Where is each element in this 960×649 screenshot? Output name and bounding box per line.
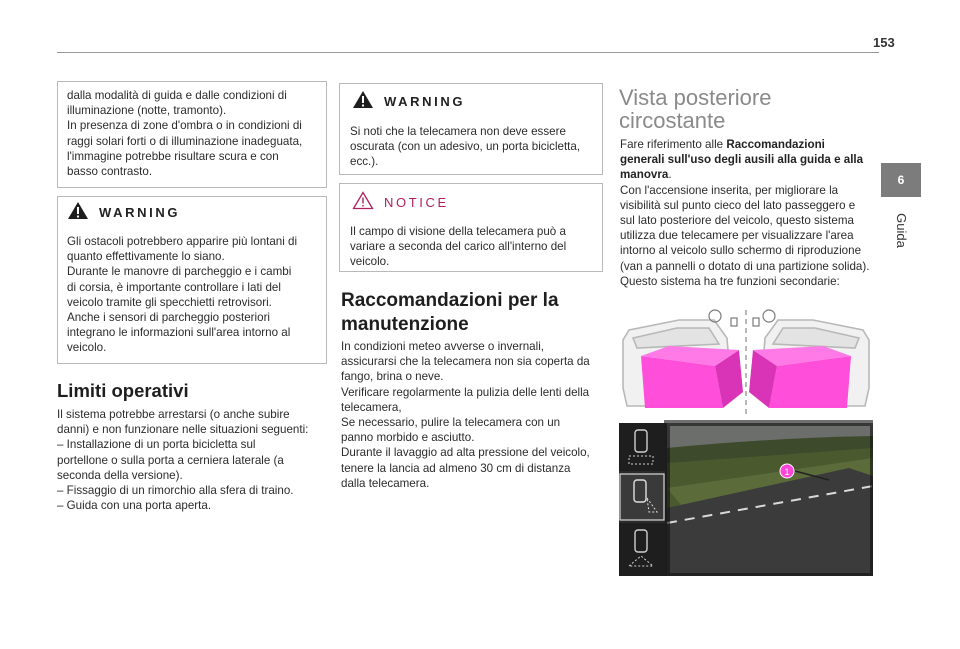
info-box-continued bbox=[57, 81, 327, 188]
warning-box bbox=[57, 196, 327, 364]
intro-link-part[interactable]: manovra bbox=[620, 168, 669, 182]
warning-title: WARNING bbox=[384, 94, 466, 109]
body-line: – Guida con una porta aperta. bbox=[57, 499, 212, 513]
warning-line: di corsia, è importante controllare i lati del bbox=[67, 280, 281, 294]
warning-line: integrano le informazioni sull'area intorno al bbox=[67, 326, 291, 340]
body-line: Questo sistema ha tre funzioni secondarie: bbox=[620, 274, 840, 288]
camera-views-illustration bbox=[619, 308, 873, 576]
limiti-body bbox=[57, 407, 332, 513]
body-line: tenere la lancia ad almeno 30 cm di distanza bbox=[341, 461, 571, 475]
body-line: utilizza due telecamere per visualizzare l'area bbox=[620, 229, 854, 243]
intro-paragraph bbox=[620, 137, 880, 289]
camera-views-svg bbox=[619, 308, 873, 576]
warning-line: quanto effettivamente lo siano. bbox=[67, 250, 225, 264]
intro-link-part[interactable]: Raccomandazioni bbox=[726, 138, 825, 151]
notice-box bbox=[339, 183, 603, 272]
body-line: (van a pannelli o dotato di una partizione solida). bbox=[620, 259, 870, 273]
body-line: Il sistema potrebbe arrestarsi (o anche subire bbox=[57, 408, 290, 421]
warning-line: veicolo. bbox=[67, 341, 107, 355]
notice-line: Il campo di visione della telecamera può a bbox=[350, 225, 566, 238]
info-line: l'immagine potrebbe risultare scura e con bbox=[67, 149, 279, 163]
section-title-manutenzione bbox=[341, 290, 559, 336]
page-number: 153 bbox=[873, 35, 895, 50]
warning-line: ecc.). bbox=[350, 155, 379, 169]
chapter-label bbox=[880, 201, 922, 259]
info-line: In presenza di zone d'ombra o in condizioni di bbox=[67, 119, 302, 133]
chapter-tab[interactable]: 6 bbox=[881, 163, 921, 197]
section-title-limiti: Limiti operativi bbox=[57, 380, 189, 401]
intro-suffix: . bbox=[668, 168, 672, 182]
warning-line: veicolo tramite gli specchietti retrovisori. bbox=[67, 295, 272, 309]
page-title-line: circostante bbox=[619, 108, 726, 133]
section-title-line: Raccomandazioni per la bbox=[341, 290, 559, 311]
body-line: – Fissaggio di un rimorchio alla sfera di traino. bbox=[57, 484, 294, 498]
body-line: seconda della versione). bbox=[57, 468, 183, 482]
body-line: Con l'accensione inserita, per migliorare la bbox=[620, 183, 839, 197]
notice-title: NOTICE bbox=[384, 195, 449, 210]
header-rule bbox=[57, 52, 879, 53]
intro-link-part[interactable]: generali sull'uso degli ausili alla guida e alla bbox=[620, 153, 864, 167]
section-title-line: manutenzione bbox=[341, 314, 469, 335]
body-line: danni) e non funzionare nelle situazioni seguenti: bbox=[57, 423, 309, 437]
info-line: raggi solari forti o di illuminazione inadeguata, bbox=[67, 134, 303, 148]
warning-line: Anche i sensori di parcheggio posteriori bbox=[67, 311, 271, 325]
info-line: basso contrasto. bbox=[67, 165, 153, 179]
notice-line: variare a seconda del carico all'interno del bbox=[350, 240, 567, 254]
body-line: sul lato posteriore del veicolo, questo sistema bbox=[620, 214, 854, 228]
warning-triangle-icon bbox=[67, 201, 89, 225]
body-line: fango, brina o neve. bbox=[341, 370, 444, 384]
body-line: intorno al veicolo sullo schermo di riproduzione bbox=[620, 244, 862, 258]
body-line: visibilità sul punto cieco del lato passeggero e bbox=[620, 198, 856, 212]
camera-volume-left bbox=[641, 346, 743, 408]
body-line: Verificare regolarmente la pulizia delle lenti della bbox=[341, 385, 590, 399]
info-line: dalla modalità di guida e dalle condizioni di bbox=[67, 89, 287, 102]
intro-prefix: Fare riferimento alle bbox=[620, 138, 727, 151]
body-line: Durante il lavaggio ad alta pressione del veicolo, bbox=[341, 446, 590, 460]
body-line: dalla telecamera. bbox=[341, 476, 430, 490]
rear-side-view-icon[interactable] bbox=[619, 523, 665, 576]
body-line: portellone o sulla porta a cerniera laterale (a bbox=[57, 453, 284, 467]
body-line: telecamera, bbox=[341, 400, 402, 414]
warning-line: Durante le manovre di parcheggio e i cambi bbox=[67, 265, 292, 279]
rear-view-icon[interactable] bbox=[619, 423, 665, 471]
body-line: Se necessario, pulire la telecamera con un bbox=[341, 416, 561, 430]
body-line: panno morbido e asciutto. bbox=[341, 431, 475, 445]
page-title bbox=[619, 86, 771, 132]
body-line: assicurarsi che la telecamera non sia coperta da bbox=[341, 355, 590, 369]
manutenzione-body bbox=[341, 339, 606, 491]
notice-triangle-icon bbox=[352, 191, 374, 215]
warning-triangle-icon bbox=[352, 90, 374, 114]
warning-line: Si noti che la telecamera non deve essere bbox=[350, 125, 566, 138]
page-title-line: Vista posteriore bbox=[619, 85, 772, 110]
chapter-label-text: Guida bbox=[893, 212, 909, 248]
warning-line: oscurata (con un adesivo, un porta bicicletta, bbox=[350, 140, 581, 154]
warning-title: WARNING bbox=[99, 205, 181, 220]
warning-line: Gli ostacoli potrebbero apparire più lontani di bbox=[67, 235, 298, 248]
camera-marker-label: 1 bbox=[784, 467, 790, 477]
camera-volume-right bbox=[749, 346, 851, 408]
info-line: illuminazione (notte, tramonto). bbox=[67, 104, 227, 118]
notice-line: veicolo. bbox=[350, 255, 390, 269]
body-line: – Installazione di un porta bicicletta sul bbox=[57, 438, 256, 452]
side-view-icon[interactable] bbox=[620, 474, 664, 520]
warning-box bbox=[339, 83, 603, 175]
body-line: In condizioni meteo avverse o invernali, bbox=[341, 340, 544, 353]
